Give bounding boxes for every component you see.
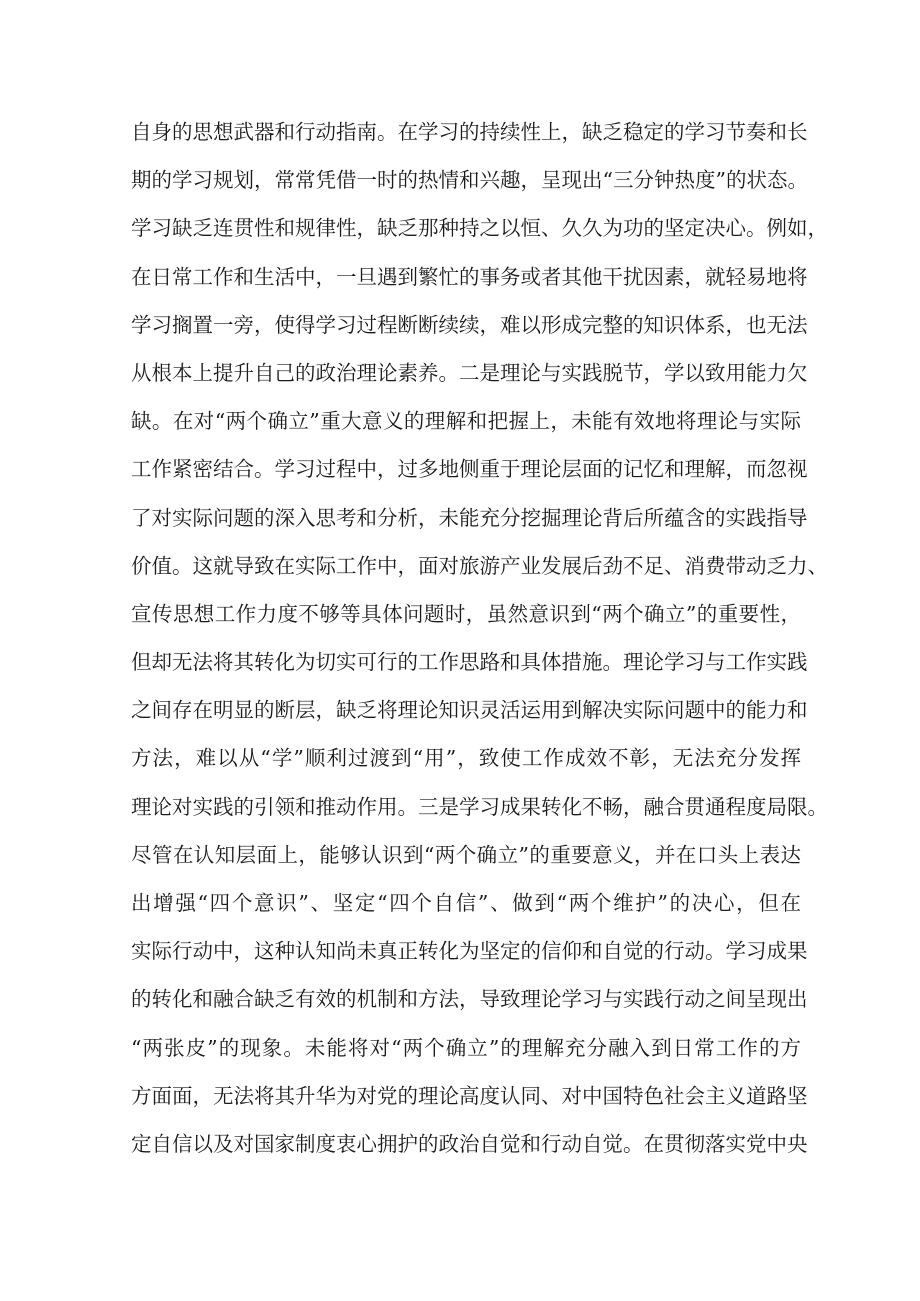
text-line: 实际行动中，这种认知尚未真正转化为坚定的信仰和自觉的行动。学习成果 — [131, 939, 808, 964]
text-line: “两张皮”的现象。未能将对“两个确立”的理解充分融入到日常工作的方 — [131, 1035, 801, 1060]
text-line: 方法，难以从“学”顺利过渡到“用”，致使工作成效不彰，无法充分发挥 — [131, 746, 801, 771]
text-line: 从根本上提升自己的政治理论素养。二是理论与实践脱节，学以致用能力欠 — [131, 360, 808, 385]
text-line: 但却无法将其转化为切实可行的工作思路和具体措施。理论学习与工作实践 — [131, 650, 808, 675]
text-line: 的转化和融合缺乏有效的机制和方法，导致理论学习与实践行动之间呈现出 — [131, 987, 808, 1012]
text-line: 工作紧密结合。学习过程中，过多地侧重于理论层面的记忆和理解，而忽视 — [131, 457, 808, 482]
text-line: 之间存在明显的断层，缺乏将理论知识灵活运用到解决实际问题中的能力和 — [131, 698, 808, 723]
text-line: 价值。这就导致在实际工作中，面对旅游产业发展后劲不足、消费带动乏力、 — [131, 553, 828, 578]
text-line: 了对实际问题的深入思考和分析，未能充分挖掘理论背后所蕴含的实践指导 — [131, 505, 808, 530]
text-line: 方面面，无法将其升华为对党的理论高度认同、对中国特色社会主义道路坚 — [131, 1083, 808, 1108]
body-text — [131, 108, 828, 1168]
text-line: 缺。在对“两个确立”重大意义的理解和把握上，未能有效地将理论与实际 — [131, 409, 801, 434]
text-line: 出增强“四个意识”、坚定“四个自信”、做到“两个维护”的决心，但在 — [131, 891, 801, 915]
text-line: 学习搁置一旁，使得学习过程断断续续，难以形成完整的知识体系，也无法 — [131, 312, 808, 337]
text-line: 在日常工作和生活中，一旦遇到繁忙的事务或者其他干扰因素，就轻易地将 — [131, 264, 808, 289]
text-line: 尽管在认知层面上，能够认识到“两个确立”的重要意义，并在口头上表达 — [131, 842, 801, 867]
text-line: 期的学习规划，常常凭借一时的热情和兴趣，呈现出“三分钟热度”的状态。 — [131, 168, 808, 193]
text-line: 理论对实践的引领和推动作用。三是学习成果转化不畅，融合贯通程度局限。 — [131, 794, 828, 819]
text-line: 学习缺乏连贯性和规律性，缺乏那种持之以恒、久久为功的坚定决心。例如， — [131, 216, 828, 241]
text-line: 自身的思想武器和行动指南。在学习的持续性上，缺乏稳定的学习节奏和长 — [131, 120, 808, 144]
text-line: 宣传思想工作力度不够等具体问题时，虽然意识到“两个确立”的重要性， — [131, 601, 801, 626]
text-line: 定自信以及对国家制度衷心拥护的政治自觉和行动自觉。在贯彻落实党中央 — [131, 1131, 808, 1156]
